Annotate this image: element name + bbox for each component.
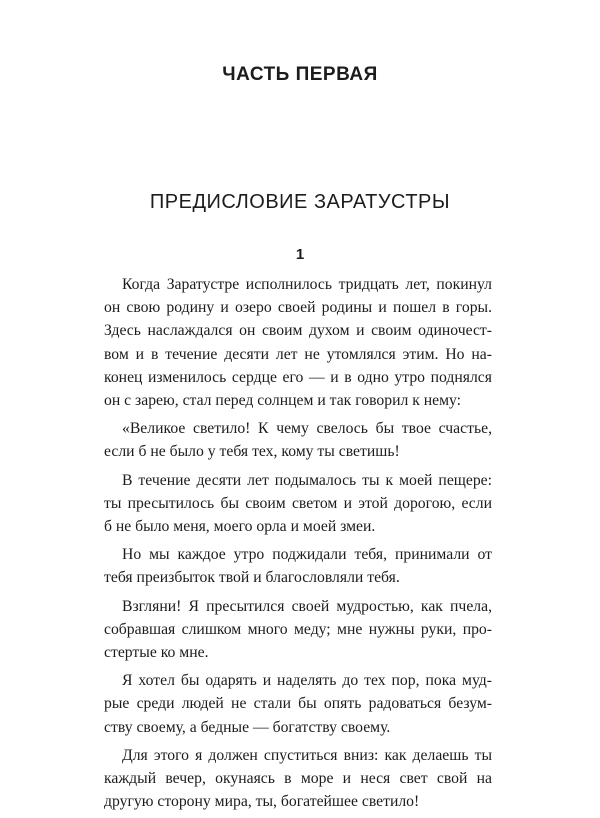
chapter-title: ПРЕДИСЛОВИЕ ЗАРАТУСТРЫ [149,191,451,213]
text-line: если б не было у тебя тех, кому ты светишь! [104,443,400,461]
text-line: Для этого я должен спуститься вниз: как делаешь ты [122,746,492,764]
text-line: он свою родину и озеро своей родины и пошел в горы. [104,299,492,317]
text-line: Но мы каждое утро поджидали тебя, принимали от [122,546,492,564]
text-line: В течение десяти лет подымалось ты к моей пещере: [122,471,492,489]
text-line: рые среди людей не стали бы опять радоваться безум- [104,695,492,713]
text-line: Когда Заратустре исполнилось тридцать лет, покинул [122,276,492,293]
text-line: он с зарею, стал перед солнцем и так говорил к нему: [104,392,462,410]
part-title: ЧАСТЬ ПЕРВАЯ [222,64,378,85]
section-number: 1 [295,246,305,263]
text-line: собравшая слишком много меду; мне нужны руки, про- [104,620,492,638]
text-line: б не было меня, моего орла и моей змеи. [104,518,376,536]
text-line: стертые ко мне. [104,644,209,662]
text-line: вом и в течение десяти лет не утомлялся этим. Но на- [104,345,492,363]
text-line: тебя преизбыток твой и благословляли тебя. [104,569,400,587]
text-line: Я хотел бы одарять и наделять до тех пор, пока муд- [122,672,492,690]
paragraph-6 [104,669,492,739]
text-line: конец изменилось сердце его — и в одно утро поднялся [104,368,492,386]
paragraph-3 [104,469,492,539]
text-line: Взгляни! Я пресытился своей мудростью, как пчела, [122,597,492,615]
text-line: ству своему, а бедные — богатству своему. [104,718,391,736]
text-line: «Великое светило! К чему свелось бы твое счастье, [122,420,492,438]
body-text [104,273,492,818]
paragraph-5 [104,595,492,665]
paragraph-1 [104,273,492,412]
text-line: Здесь наслаждался он своим духом и своим одиночест- [104,322,492,340]
text-line: другую сторону мира, ты, богатейшее светило! [104,793,420,811]
paragraph-2 [104,417,492,463]
text-line: каждый вечер, окунаясь в море и неся свет свой на [104,770,492,788]
paragraph-4 [104,543,492,589]
text-line: ты пресытилось бы своим светом и этой дорогою, если [104,494,492,512]
paragraph-7 [104,744,492,814]
